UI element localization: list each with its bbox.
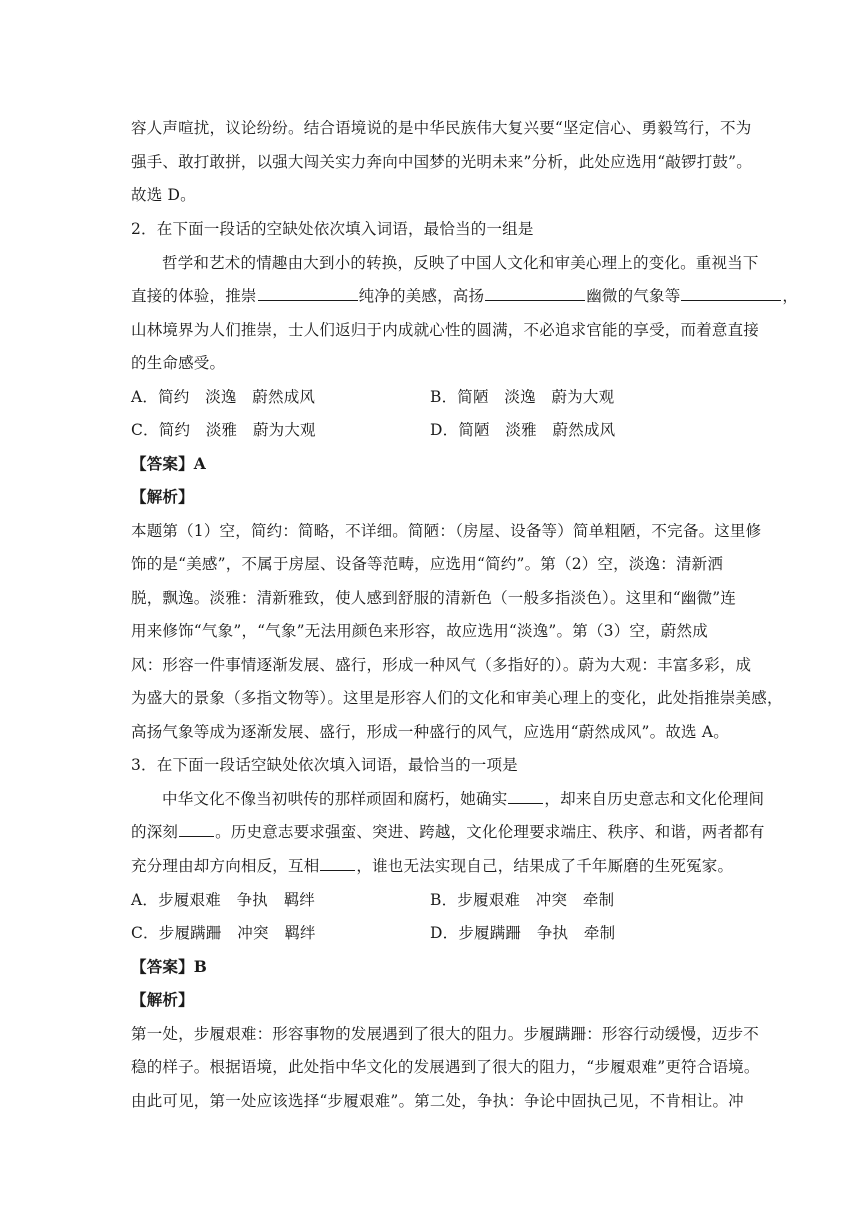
q3-text-segment: 中华文化不像当初哄传的那样顽固和腐朽，她确实 (162, 790, 508, 808)
q3-analysis-label: 【解析】 (131, 990, 194, 1009)
q3-analysis-line: 稳的样子。根据语境，此处指中华文化的发展遇到了很大的阻力，“步履艰难”更符合语境。 (131, 1058, 760, 1076)
fill-blank (258, 286, 358, 301)
intro-line-2: 强手、敢打敢拼，以强大闯关实力奔向中国梦的光明未来”分析，此处应选用“敲锣打鼓”。 (131, 153, 752, 171)
q2-option-a: A．简约 淡逸 蔚然成风 (131, 388, 316, 406)
q2-passage-line-3: 山林境界为人们推崇，士人们返归于内成就心性的圆满，不必追求官能的享受，而着意直接 (131, 321, 760, 339)
q2-passage-line-4: 的生命感受。 (131, 354, 226, 372)
q3-stem: 3．在下面一段话空缺处依次填入词语，最恰当的一项是 (131, 756, 518, 774)
intro-line-3: 故选 D。 (131, 186, 196, 204)
q3-text-segment: ，谁也无法实现自己，结果成了千年厮磨的生死冤家。 (356, 857, 734, 875)
q3-text-segment: 。历史意志要求强蛮、突进、跨越，文化伦理要求端庄、秩序、和谐，两者都有 (215, 823, 765, 841)
q3-option-b: B．步履艰难 冲突 牵制 (430, 891, 615, 909)
q2-analysis-line: 高扬气象等成为逐渐发展、盛行，形成一种盛行的风气，应选用“蔚然成风”。故选 A。 (131, 723, 729, 741)
fill-blank (320, 856, 355, 871)
fill-blank (508, 789, 543, 804)
q2-answer: 【答案】A (131, 454, 207, 473)
q3-text-segment: ，却来自历史意志和文化伦理间 (544, 790, 765, 808)
q2-analysis-line: 为盛大的景象（多指文物等）。这里是形容人们的文化和审美心理上的变化，此处指推崇美感， (131, 689, 783, 707)
q3-passage-line-3 (131, 856, 737, 876)
q3-option-c: C．步履蹒跚 冲突 羁绊 (131, 924, 316, 942)
q3-analysis-line: 由此可见，第一处应该选择“步履艰难”。第二处，争执：争论中固执己见，不肯相让。冲 (131, 1092, 744, 1110)
q2-text-segment: 纯净的美感，高扬 (358, 287, 485, 305)
fill-blank (681, 286, 781, 301)
q3-option-d: D．步履蹒跚 争执 牵制 (430, 924, 616, 942)
q3-answer: 【答案】B (131, 957, 208, 976)
q3-passage-line-1 (162, 789, 765, 809)
q2-analysis-line: 风：形容一件事情逐渐发展、盛行，形成一种风气（多指好的）。蔚为大观：丰富多彩，成 (131, 656, 752, 674)
fill-blank (485, 286, 585, 301)
fill-blank (179, 822, 214, 837)
q2-option-b: B．简陋 淡逸 蔚为大观 (430, 388, 615, 406)
q2-passage-line-2 (131, 286, 799, 306)
q3-option-a: A．步履艰难 争执 羁绊 (131, 891, 316, 909)
q2-analysis-label: 【解析】 (131, 487, 194, 506)
q3-passage-line-2 (131, 822, 765, 842)
q2-text-segment: 幽微的气象等 (586, 287, 681, 305)
q2-analysis-line: 脱，飘逸。淡雅：清新雅致，使人感到舒服的清新色（一般多指淡色）。这里和“幽微”连 (131, 589, 737, 607)
q2-text-segment: ， (782, 287, 799, 305)
q2-option-d: D．简陋 淡雅 蔚然成风 (430, 421, 616, 439)
q2-stem: 2．在下面一段话的空缺处依次填入词语，最恰当的一组是 (131, 220, 534, 238)
q2-analysis-line: 本题第（1）空，简约：简略，不详细。简陋：（房屋、设备等）简单粗陋，不完备。这里修 (131, 522, 762, 540)
intro-line-1: 容人声喧扰，议论纷纷。结合语境说的是中华民族伟大复兴要“坚定信心、勇毅笃行，不为 (131, 119, 752, 137)
q2-passage-line-1: 哲学和艺术的情趣由大到小的转换，反映了中国人文化和审美心理上的变化。重视当下 (162, 254, 759, 272)
q2-option-c: C．简约 淡雅 蔚为大观 (131, 421, 316, 439)
q2-text-segment: 直接的体验，推崇 (131, 287, 257, 305)
q3-analysis-line: 第一处，步履艰难：形容事物的发展遇到了很大的阻力。步履蹒跚：形容行动缓慢，迈步不 (131, 1025, 760, 1043)
q2-analysis-line: 用来修饰“气象”，“气象”无法用颜色来形容，故应选用“淡逸”。第（3）空，蔚然成 (131, 622, 708, 640)
q3-text-segment: 充分理由却方向相反，互相 (131, 857, 320, 875)
q2-analysis-line: 饰的是“美感”，不属于房屋、设备等范畴，应选用“简约”。第（2）空，淡逸：清新洒 (131, 555, 724, 573)
q3-text-segment: 的深刻 (131, 823, 179, 841)
